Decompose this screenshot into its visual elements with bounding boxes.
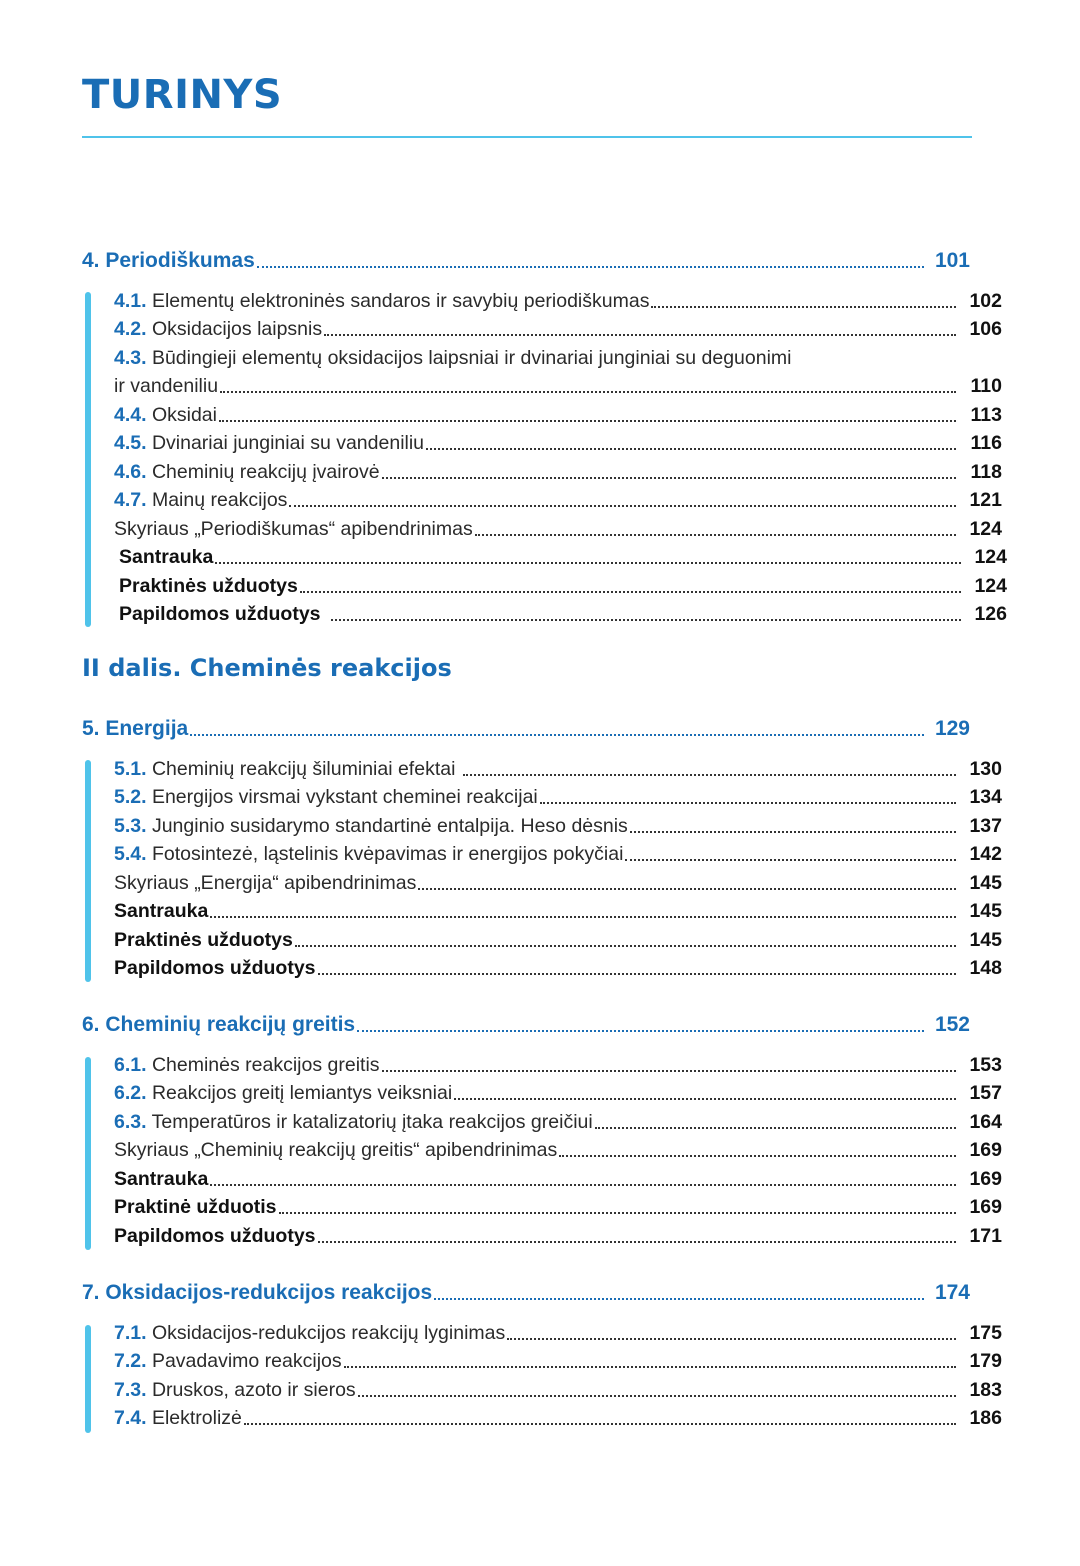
item-title: Oksidacijos-redukcijos reakcijų lyginimas [151,1322,506,1344]
extra-title: Papildomos užduotys [114,957,316,979]
page-number: 169 [969,1139,1002,1161]
item-title-continued: ir vandeniliu [114,375,219,397]
dot-leader [595,1127,956,1129]
toc-extra[interactable] [82,599,1007,627]
item-number: 6.2. [114,1082,147,1104]
extra-title: Papildomos užduotys [114,1225,316,1247]
page-number: 145 [969,900,1002,922]
toc-extra[interactable] [82,1164,1002,1192]
dot-leader [300,591,961,593]
page-number: 124 [974,575,1007,597]
dot-leader [318,1241,956,1243]
toc-extra[interactable] [82,542,1007,570]
item-title: Mainų reakcijos [151,489,288,511]
page-number: 129 [934,717,970,740]
toc-item[interactable] [82,1078,1002,1106]
dot-leader [625,859,956,861]
item-number: 7.4. [114,1407,147,1429]
extra-title: Praktinės užduotys [114,929,293,951]
toc-item[interactable] [82,400,1002,428]
item-title: Dvinariai junginiai su vandeniliu [151,432,425,454]
item-number: 5.1. [114,758,147,780]
page-number: 116 [970,432,1002,454]
item-title: Elementų elektroninės sandaros ir savybių periodiškumas [151,290,650,312]
page-number: 124 [969,518,1002,540]
chapter-title: 5. Energija [82,717,189,740]
toc-chapter-5[interactable] [82,714,970,742]
item-number: 4.3. [114,347,147,369]
page-number: 175 [969,1322,1002,1344]
dot-leader [324,334,956,336]
dot-leader [454,1098,956,1100]
item-number: 5.2. [114,786,147,808]
toc-item[interactable] [82,1403,1002,1431]
toc-extra[interactable] [82,571,1007,599]
dot-leader [190,734,924,736]
page-number: 145 [969,929,1002,951]
summary-title: Skyriaus „Cheminių reakcijų greitis“ apibendrinimas [114,1139,558,1161]
dot-leader [257,266,924,268]
chapter-title: 4. Periodiškumas [82,249,255,272]
page-number: 137 [969,815,1002,837]
dot-leader [559,1155,956,1157]
chapter-title: 7. Oksidacijos-redukcijos reakcijos [82,1281,433,1304]
item-number: 4.1. [114,290,147,312]
summary-title: Skyriaus „Periodiškumas“ apibendrinimas [114,518,473,540]
dot-leader [382,1070,956,1072]
toc-item[interactable] [82,485,1002,513]
page-number: 164 [969,1111,1002,1133]
item-number: 7.1. [114,1322,147,1344]
dot-leader [289,505,956,507]
page-number: 102 [969,290,1002,312]
toc-extra[interactable] [82,925,1002,953]
item-title: Reakcijos greitį lemiantys veiksniai [151,1082,453,1104]
dot-leader [331,619,961,621]
dot-leader [651,306,956,308]
toc-item[interactable] [82,782,1002,810]
extra-title: Santrauka [119,546,214,568]
dot-leader [210,916,956,918]
page-number: 179 [969,1350,1002,1372]
toc-summary[interactable] [82,1135,1002,1163]
toc-item[interactable] [82,839,1002,867]
dot-leader [475,534,956,536]
dot-leader [220,391,956,393]
item-number: 4.5. [114,432,147,454]
page-title: TURINYS [82,72,283,118]
extra-title: Praktinės užduotys [119,575,298,597]
item-number: 7.2. [114,1350,147,1372]
item-number: 6.1. [114,1054,147,1076]
item-title: Cheminių reakcijų šiluminiai efektai [151,758,456,780]
dot-leader [434,1298,924,1300]
toc-summary[interactable] [82,514,1002,542]
toc-item[interactable] [82,314,1002,342]
item-title: Būdingieji elementų oksidacijos laipsniai ir dvinariai junginiai su deguonimi [151,347,792,369]
toc-item[interactable] [82,286,1002,314]
page-number: 148 [969,957,1002,979]
item-number: 4.2. [114,318,147,340]
item-number: 4.6. [114,461,147,483]
dot-leader [463,774,956,776]
toc-chapter-4[interactable] [82,246,970,274]
item-title: Fotosintezė, ląstelinis kvėpavimas ir energijos pokyčiai [151,843,624,865]
toc-extra[interactable] [82,896,1002,924]
item-number: 5.3. [114,815,147,837]
page-number: 118 [970,461,1002,483]
page-number: 142 [969,843,1002,865]
toc-item[interactable] [82,343,1002,371]
page-number: 106 [969,318,1002,340]
dot-leader [418,888,956,890]
page-number: 145 [969,872,1002,894]
dot-leader [426,448,956,450]
dot-leader [215,562,961,564]
extra-title: Santrauka [114,1168,209,1190]
toc-item[interactable] [82,1318,1002,1346]
page-number: 134 [969,786,1002,808]
page-number: 171 [969,1225,1002,1247]
page-number: 183 [969,1379,1002,1401]
summary-title: Skyriaus „Energija“ apibendrinimas [114,872,417,894]
page-number: 169 [969,1168,1002,1190]
dot-leader [279,1212,956,1214]
chapter-title: 6. Cheminių reakcijų greitis [82,1013,356,1036]
item-number: 7.3. [114,1379,147,1401]
toc-summary[interactable] [82,868,1002,896]
toc-item[interactable] [82,811,1002,839]
dot-leader [540,802,956,804]
dot-leader [318,973,956,975]
dot-leader [210,1184,956,1186]
item-title: Temperatūros ir katalizatorių įtaka reakcijos greičiui [151,1111,593,1133]
item-title: Oksidai [151,404,217,426]
item-number: 6.3. [114,1111,147,1133]
page-number: 126 [974,603,1007,625]
page-number: 130 [969,758,1002,780]
dot-leader [358,1395,956,1397]
toc-chapter-6[interactable] [82,1010,970,1038]
dot-leader [357,1030,924,1032]
item-title: Energijos virsmai vykstant cheminei reakcijai [151,786,538,808]
page-number: 124 [974,546,1007,568]
item-title: Elektrolizė [151,1407,242,1429]
extra-title: Praktinė užduotis [114,1196,277,1218]
toc-chapter-7[interactable] [82,1278,970,1306]
toc-extra[interactable] [82,1192,1002,1220]
toc-item[interactable] [82,754,1002,782]
page-number: 101 [934,249,970,272]
toc-item[interactable] [82,1346,1002,1374]
toc-item-continuation[interactable] [82,371,1002,399]
item-title: Pavadavimo reakcijos [151,1350,342,1372]
toc-extra[interactable] [82,953,1002,981]
toc-item[interactable] [82,428,1002,456]
page-number: 174 [934,1281,970,1304]
item-number: 5.4. [114,843,147,865]
page-number: 153 [969,1054,1002,1076]
toc-item[interactable] [82,1375,1002,1403]
dot-leader [507,1338,956,1340]
dot-leader [219,420,956,422]
page-number: 186 [969,1407,1002,1429]
item-number: 4.4. [114,404,147,426]
page-number: 110 [970,375,1002,397]
page-number: 113 [970,404,1002,426]
page-number: 169 [969,1196,1002,1218]
dot-leader [630,831,956,833]
item-title: Junginio susidarymo standartinė entalpija. Heso dėsnis [151,815,628,837]
extra-title: Santrauka [114,900,209,922]
item-number: 4.7. [114,489,147,511]
dot-leader [295,945,956,947]
extra-title: Papildomos užduotys [119,603,321,625]
dot-leader [244,1423,956,1425]
dot-leader [344,1366,956,1368]
item-title: Oksidacijos laipsnis [151,318,323,340]
page-number: 152 [934,1013,970,1036]
item-title: Cheminių reakcijų įvairovė [151,461,380,483]
title-divider [82,136,972,138]
page-number: 157 [969,1082,1002,1104]
toc-extra[interactable] [82,1221,1002,1249]
dot-leader [382,477,956,479]
page-number: 121 [969,489,1002,511]
toc-item[interactable] [82,1107,1002,1135]
item-title: Cheminės reakcijos greitis [151,1054,380,1076]
item-title: Druskos, azoto ir sieros [151,1379,356,1401]
toc-item[interactable] [82,1050,1002,1078]
toc-item[interactable] [82,457,1002,485]
part-title[interactable]: II dalis. Cheminės reakcijos [82,654,452,682]
